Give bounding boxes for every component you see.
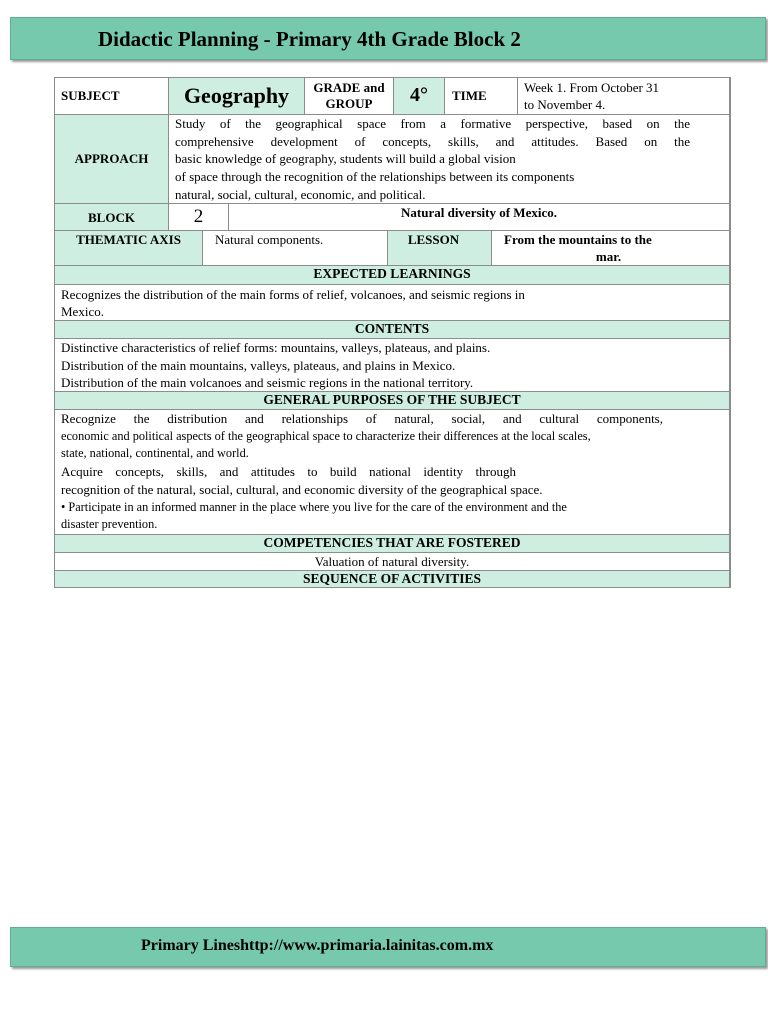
- contents-title: CONTENTS: [354, 321, 430, 336]
- expected-line2: Mexico.: [61, 304, 104, 319]
- grade-label-cell: [305, 78, 394, 115]
- purposes-line: state, national, continental, and world.: [61, 446, 249, 461]
- lesson-label-cell: [388, 231, 492, 266]
- header-banner: [10, 17, 766, 60]
- purposes-line: disaster prevention.: [61, 517, 158, 532]
- approach-line: natural, social, cultural, economic, and political.: [175, 186, 426, 202]
- lesson-value-cell: [492, 231, 730, 266]
- time-line2: to November 4.: [524, 97, 606, 112]
- axis-label-cell: [55, 231, 203, 266]
- purposes-text: [55, 410, 730, 535]
- purposes-line: • Participate in an informed manner in the place where you live for the care of the environment and the: [61, 499, 567, 514]
- purposes-line: recognition of the natural, social, cultural, and economic diversity of the geographical space.: [61, 481, 543, 497]
- axis-value: Natural components.: [215, 232, 324, 247]
- competencies-title: COMPETENCIES THAT ARE FOSTERED: [263, 535, 521, 550]
- expected-learnings-heading: [55, 266, 730, 285]
- expected-line1: Recognizes the distribution of the main forms of relief, volcanoes, and seismic regions in: [61, 287, 525, 302]
- subject-value: Geography: [183, 83, 290, 108]
- grade-label-line2: GROUP: [325, 96, 373, 111]
- purposes-title: GENERAL PURPOSES OF THE SUBJECT: [263, 392, 521, 407]
- approach-text-cell: [169, 115, 730, 204]
- axis-label: THEMATIC AXIS: [76, 232, 181, 247]
- expected-learnings-text: [55, 285, 730, 321]
- subject-value-cell: [169, 78, 305, 115]
- time-label-cell: [445, 78, 518, 115]
- footer-banner: [10, 927, 766, 967]
- lesson-line1: From the mountains to the: [504, 232, 652, 247]
- lesson-label: LESSON: [407, 232, 460, 247]
- time-value-cell: [518, 78, 730, 115]
- grade-label-line1: GRADE and: [313, 80, 385, 95]
- page-title: Didactic Planning - Primary 4th Grade Block 2: [98, 27, 521, 51]
- sequence-title: SEQUENCE OF ACTIVITIES: [302, 571, 482, 586]
- competencies-heading: [55, 535, 730, 553]
- block-label-cell: [55, 204, 169, 231]
- block-title: Natural diversity of Mexico.: [401, 205, 557, 220]
- contents-heading: [55, 321, 730, 339]
- purposes-heading: [55, 392, 730, 410]
- approach-label: APPROACH: [74, 151, 149, 166]
- contents-line: Distinctive characteristics of relief forms: mountains, valleys, plateaus, and plains.: [61, 340, 491, 355]
- approach-line: basic knowledge of geography, students will build a global vision: [175, 151, 516, 167]
- contents-line: Distribution of the main mountains, valleys, plateaus, and plains in Mexico.: [61, 357, 456, 373]
- block-value-cell: [169, 204, 229, 231]
- planning-table: [54, 77, 731, 588]
- approach-line: Study of the geographical space from a formative perspective, based on the: [175, 116, 690, 131]
- block-title-cell: [229, 204, 730, 231]
- block-value: 2: [193, 206, 204, 227]
- competencies-text: [55, 553, 730, 571]
- purposes-line: Acquire concepts, skills, and attitudes to build national identity through: [61, 464, 516, 480]
- sequence-heading: [55, 571, 730, 587]
- contents-text: [55, 339, 730, 392]
- purposes-line: economic and political aspects of the geographical space to characterize their differences at the local scales,: [61, 428, 591, 443]
- time-line1: Week 1. From October 31: [524, 80, 660, 95]
- purposes-line: Recognize the distribution and relationships of natural, social, and cultural components,: [61, 411, 663, 426]
- block-label: BLOCK: [88, 210, 135, 225]
- time-label: TIME: [452, 88, 487, 103]
- competencies-value: Valuation of natural diversity.: [314, 554, 470, 569]
- expected-learnings-title: EXPECTED LEARNINGS: [313, 266, 471, 281]
- subject-label: SUBJECT: [61, 88, 120, 103]
- approach-label-cell: [55, 115, 169, 204]
- axis-value-cell: [203, 231, 388, 266]
- lesson-line2: mar.: [595, 249, 622, 264]
- contents-line: Distribution of the main volcanoes and seismic regions in the national territory.: [61, 375, 474, 391]
- approach-line: comprehensive development of concepts, skills, and attitudes. Based on the: [175, 133, 690, 149]
- subject-label-cell: [55, 78, 169, 115]
- grade-value: 4°: [410, 84, 428, 106]
- approach-line: of space through the recognition of the relationships between its components: [175, 169, 575, 185]
- footer-text: Primary Lineshttp://www.primaria.lainitas.com.mx: [141, 937, 494, 954]
- grade-value-cell: [394, 78, 445, 115]
